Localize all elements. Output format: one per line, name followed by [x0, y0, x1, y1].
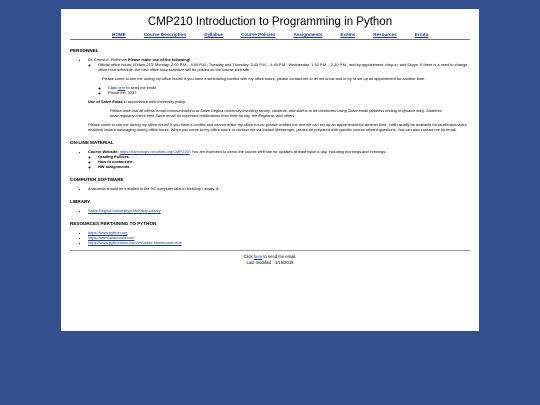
library-link[interactable]: Salve Regina University's McKillop Library [88, 208, 161, 213]
footer-divider [70, 250, 470, 251]
course-website-desc: . You are expected to check the course web site for updates at least twice a day, including mornings and evenings. [189, 149, 387, 154]
nav-exams[interactable]: Exams [340, 32, 356, 37]
library-item [88, 208, 470, 213]
nav-bar [70, 32, 470, 37]
email-post: to send me email. [125, 85, 158, 90]
personnel-heading: PERSONNEL [70, 48, 99, 53]
online-list [70, 149, 470, 169]
online-subitem: ◦ HW assignments. [98, 164, 470, 169]
footer-email-link[interactable]: here [253, 254, 263, 259]
course-website-item [88, 149, 470, 169]
conflict-text: Please come to see me during my office hours! If you have a conflict and cannot make my office hours, please contact me and we can set up an appointment for another time. I will usually be available for (audio and video enabled) instant messaging during office hours. When you come to my office hours or contact me via Instant Messenger, please be prepared with specific course-related questions. You can also contact me by email. [88, 122, 467, 132]
nav-course-description[interactable]: Course Description [143, 32, 187, 37]
office-list [88, 62, 470, 72]
salve-email-label: Use of Salve Email [88, 99, 123, 104]
instructor-item [88, 57, 470, 72]
online-heading: ON-LINE MATERIAL [70, 140, 114, 145]
instructor-note: Please make use of the following! [128, 57, 191, 62]
nav-divider [70, 39, 470, 40]
page-content [61, 9, 479, 331]
footer-email-pre: Click [243, 254, 254, 259]
course-website-label: Course Website: [88, 149, 119, 154]
online-subitem: ◦ How to contact me. [98, 159, 470, 164]
course-website-link[interactable]: https://samchops.neocities.org/CMP210/ [119, 149, 190, 154]
office-hours: ◦ Official office hours: O'Hare 213: Monday: 2:00 P.M. - 4:00 P.M.; Tuesday and Thursday: 3:45 P.M. - 4:45 P.M.; Wednesday: 1:30 P.M. - 2:30 P.M., and by appointment, drop-in, and Skype. If there is a need to change office hour schedule, the new office hour schedule will be posted on the course web site. [98, 62, 470, 72]
instructor-name: Dr. Ernest E. Rothman [88, 57, 127, 62]
footer-email-post: to send me email. [262, 254, 297, 259]
software-item: • Anaconda should be installed in the PC computer labs in McKillop Library. A [88, 186, 470, 191]
nav-errata[interactable]: Errata [414, 32, 428, 37]
resource-item [88, 240, 470, 245]
resources-heading: RESOURCES PERTAINING TO PYTHON [70, 221, 157, 226]
resource-link-anaconda[interactable]: https://www.anaconda.com [88, 235, 135, 240]
nav-course-policies[interactable]: Course Policies [241, 32, 276, 37]
last-modified: Last modified : 1/19/2018 [246, 259, 294, 265]
phone-item: ◦ Phone ext. 3237. [108, 90, 470, 95]
footer [70, 254, 470, 265]
resources-list [70, 230, 470, 245]
software-heading: COMPUTER SOFTWARE [70, 177, 124, 182]
library-heading: LIBRARY [70, 199, 91, 204]
nav-home[interactable]: HOME [112, 32, 126, 37]
online-subitem: ◦ Grading Policies. [98, 154, 470, 159]
nav-syllabus[interactable]: Syllabus [204, 32, 224, 37]
salve-email-post: in accordance with University policy: [122, 99, 187, 104]
resource-link-python[interactable]: https://www.python.org [88, 230, 128, 235]
contact-list [70, 85, 470, 95]
personnel-list [70, 57, 470, 72]
nav-assignments[interactable]: Assignments [293, 32, 323, 37]
email-policy-label [70, 99, 470, 104]
email-policy-text: Please note that all official email communications at Salve Regina University involving faculty, students, and staff is to be conducted using Salve email (address ending in @salve.edu). Students must regularly check their Salve email for important notifications from their faculty, the Registrar, and others. [110, 108, 442, 118]
email-pre: Click [108, 85, 118, 90]
page-title: CMP210 Introduction to Programming in Python [147, 16, 393, 28]
come-see-text: Please come to see me during my office hours! If you have a scheduling conflict with my office hours, please contact me to let me know and to try to set up an appointment for another time. [102, 76, 426, 81]
nav-resources[interactable]: Resources [373, 32, 397, 37]
email-link[interactable]: here [117, 85, 126, 90]
software-list [70, 186, 470, 191]
online-sublist [88, 154, 470, 169]
library-list [70, 208, 470, 213]
resource-link-pythontutor[interactable]: https://www.pythontutor.com/visualize.html#mode=edit [88, 240, 182, 245]
